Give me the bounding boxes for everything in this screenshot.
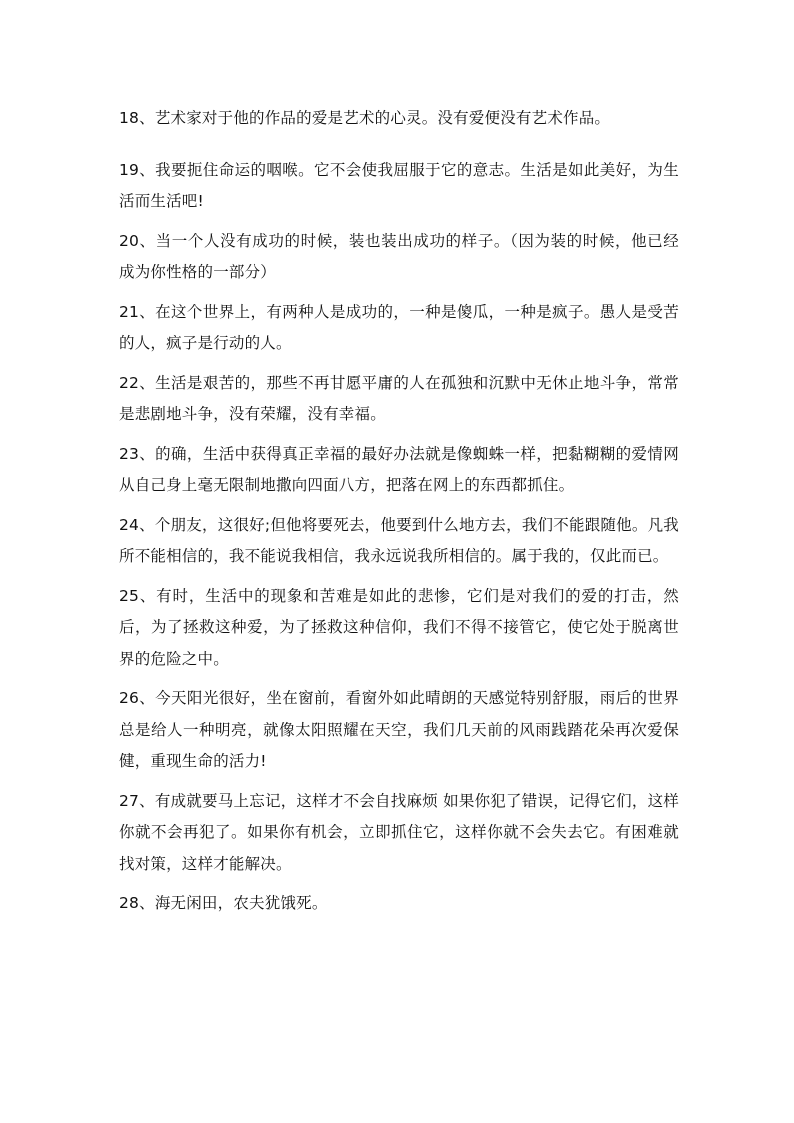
paragraph-24: 24、个朋友，这很好;但他将要死去，他要到什么地方去，我们不能跟随他。凡我所不能相信的，我不能说我相信，我永远说我所相信的。属于我的，仅此而已。	[119, 515, 679, 565]
paragraph-21: 21、在这个世界上，有两种人是成功的，一种是傻瓜，一种是疯子。愚人是受苦的人，疯子是行动的人。	[119, 302, 679, 352]
paragraph-20: 20、当一个人没有成功的时候，装也装出成功的样子。（因为装的时候，他已经成为你性格的一部分）	[119, 231, 679, 281]
paragraph-23: 23、的确，生活中获得真正幸福的最好办法就是像蜘蛛一样，把黏糊糊的爱情网从自己身上毫无限制地撒向四面八方，把落在网上的东西都抓住。	[119, 444, 679, 494]
paragraph-27: 27、有成就要马上忘记，这样才不会自找麻烦 如果你犯了错误，记得它们，这样你就不会再犯了。如果你有机会，立即抓住它，这样你就不会失去它。有困难就找对策，这样才能解决。	[119, 791, 679, 873]
paragraph-18: 18、艺术家对于他的作品的爱是艺术的心灵。没有爱便没有艺术作品。	[119, 109, 611, 127]
document-body	[119, 103, 679, 920]
paragraph-26: 26、今天阳光很好，坐在窗前，看窗外如此晴朗的天感觉特别舒服，雨后的世界总是给人一种明亮，就像太阳照耀在天空，我们几天前的风雨践踏花朵再次爱保健，重现生命的活力!	[119, 689, 679, 770]
paragraph-19: 19、我要扼住命运的咽喉。它不会使我屈服于它的意志。生活是如此美好，为生活而生活吧!	[119, 160, 679, 210]
paragraph-22: 22、生活是艰苦的，那些不再甘愿平庸的人在孤独和沉默中无休止地斗争，常常是悲剧地斗争，没有荣耀，没有幸福。	[119, 373, 679, 423]
paragraph-28: 28、海无闲田，农夫犹饿死。	[119, 894, 328, 912]
paragraph-25: 25、有时，生活中的现象和苦难是如此的悲惨，它们是对我们的爱的打击，然后，为了拯救这种爱，为了拯救这种信仰，我们不得不接管它，使它处于脱离世界的危险之中。	[119, 586, 679, 668]
